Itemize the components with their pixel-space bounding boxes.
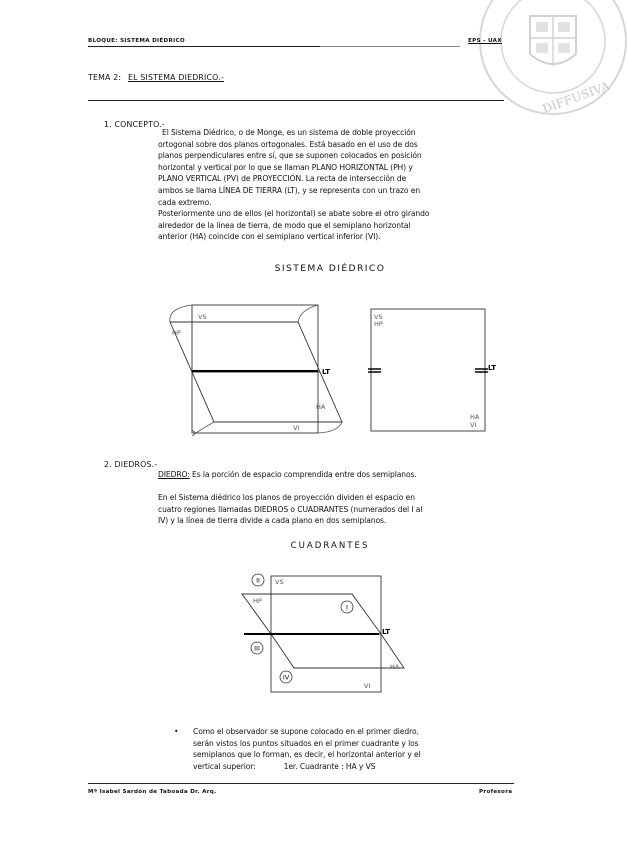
label-ha: HA xyxy=(470,413,480,421)
label-ha: HA xyxy=(316,403,326,411)
diedrico-oblique-diagram xyxy=(160,300,350,445)
concepto-paragraph xyxy=(158,127,518,243)
footer-rule xyxy=(88,783,514,784)
label-lt: LT xyxy=(488,364,497,372)
figure1-title: SISTEMA DIÉDRICO xyxy=(274,263,386,274)
label-vs: VS xyxy=(198,313,207,321)
figure2-title: CUADRANTES xyxy=(290,541,370,551)
header-line xyxy=(320,46,460,47)
diedro-label: DIEDRO: xyxy=(158,470,190,479)
footer-author: Mª Isabel Sardón de Taboada Dr. Arq. xyxy=(88,789,217,795)
bullet-last-suffix: 1er. Cuadrante : HA y VS xyxy=(283,761,376,771)
concepto-line: ortogonal sobre dos planos ortogonales. Está basado en el uso de dos xyxy=(158,139,418,149)
label-vs: VS xyxy=(275,578,284,586)
concepto-line: planos perpendiculares entre sí, que se suponen colocados en posición xyxy=(158,151,422,161)
header-underline xyxy=(88,46,320,47)
diedros-line: IV) y la línea de tierra divide a cada plano en dos semiplanos. xyxy=(158,516,387,526)
quadrant-iv: IV xyxy=(282,673,290,682)
concepto-heading: 1. CONCEPTO.- xyxy=(104,120,165,129)
tema-title: EL SISTEMA DIEDRICO.- xyxy=(128,73,224,82)
label-hp: HP xyxy=(374,320,383,328)
concepto-line: ambos se llama LÍNEA DE TIERRA (LT), y se representa con un trazo en xyxy=(158,185,421,195)
label-vi: VI xyxy=(293,424,300,432)
diedro-text: Es la porción de espacio comprendida entre dos semiplanos. xyxy=(192,470,417,479)
label-hp: HP xyxy=(253,597,262,605)
concepto-line: cada extremo. xyxy=(158,197,212,207)
concepto-line: horizontal y vertical por lo que se llaman PLANO HORIZONTAL (PH) y xyxy=(158,162,413,172)
label-hp: HP xyxy=(172,329,181,337)
diedros-paragraph xyxy=(158,492,518,527)
bullet-line: semiplanos que lo forman, es decir, el horizontal anterior y el xyxy=(193,750,421,760)
label-vi: VI xyxy=(364,682,371,690)
bullet-line: Como el observador se supone colocado en el primer diedro, xyxy=(193,727,419,736)
concepto-line: El Sistema Diédrico, o de Monge, es un sistema de doble proyección xyxy=(162,128,416,137)
bullet-paragraph xyxy=(193,726,513,772)
label-vi: VI xyxy=(470,421,477,429)
tema-label: TEMA 2: xyxy=(88,73,122,82)
diedros-line: cuatro regiones llamadas DIEDROS o CUADRANTES (numerados del I al xyxy=(158,504,423,514)
label-ha: HA xyxy=(390,663,400,671)
concepto-line: alrededor de la línea de tierra, de modo que el semiplano horizontal xyxy=(158,220,411,230)
bullet-line: serán vistos los puntos situados en el primer cuadrante y los xyxy=(193,738,419,748)
diedrico-projection-diagram xyxy=(360,305,510,435)
concepto-line: PLANO VERTICAL (PV) de PROYECCIÓN. La recta de intersección de xyxy=(158,174,407,184)
university-seal xyxy=(478,0,628,116)
bullet-last-prefix: vertical superior: xyxy=(193,761,256,771)
label-vs: VS xyxy=(374,313,383,321)
concepto-line: anterior (HA) coincide con el semiplano vertical inferior (VI). xyxy=(158,232,381,242)
cuadrantes-diagram xyxy=(236,568,406,696)
concepto-line: Posteriormente uno de ellos (el horizontal) se abate sobre el otro girando xyxy=(158,209,430,219)
quadrant-iii: III xyxy=(254,644,260,653)
footer-role: Profesora xyxy=(479,789,513,795)
bullet-symbol: • xyxy=(174,727,179,736)
diedros-line: En el Sistema diédrico los planos de proyección dividen el espacio en xyxy=(158,493,415,502)
diedro-definition xyxy=(158,469,518,481)
header-bloque: BLOQUE: SISTEMA DIÉDRICO xyxy=(88,38,185,44)
quadrant-i: I xyxy=(346,603,348,612)
quadrant-ii: II xyxy=(256,576,260,585)
diedros-heading: 2. DIEDROS.- xyxy=(104,460,158,469)
tema-rule xyxy=(88,100,504,101)
seal-text: DIFFUSIVA xyxy=(540,78,612,117)
label-lt: LT xyxy=(382,628,391,636)
label-lt: LT xyxy=(322,368,331,376)
header-eps: EPS - UAX xyxy=(468,38,502,44)
